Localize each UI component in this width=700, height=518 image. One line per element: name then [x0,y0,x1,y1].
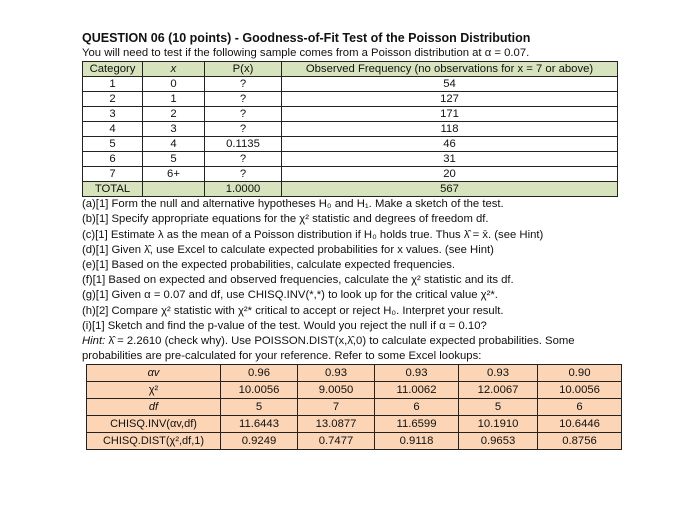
question-b: (b)[1] Specify appropriate equations for the χ² statistic and degrees of freedom df. [82,213,489,226]
cell-value: 6 [375,399,459,416]
cell-value: 0.7477 [298,433,375,450]
cell-observed: 171 [282,107,618,122]
cell-value: 6 [538,399,622,416]
cell-value: 0.9653 [459,433,538,450]
cell-category: 6 [83,152,143,167]
question-h: (h)[2] Compare χ² statistic with χ²* critical to accept or reject H₀. Interpret your result. [82,304,504,317]
cell-x: 4 [143,137,205,152]
total-label: TOTAL [83,182,143,197]
question-document [82,30,620,450]
table-row [83,77,618,92]
table-row [83,92,618,107]
cell-category: 5 [83,137,143,152]
cell-value: 0.96 [221,365,298,382]
cell-value: 0.90 [538,365,622,382]
total-px: 1.0000 [205,182,282,197]
cell-value: 11.6599 [375,416,459,433]
excel-lookup-table [86,364,622,450]
table-row [83,107,618,122]
cell-px: 0.1135 [205,137,282,152]
cell-observed: 54 [282,77,618,92]
cell-value: 10.6446 [538,416,622,433]
question-c: (c)[1] Estimate λ as the mean of a Poisson distribution if H₀ holds true. Thus λ̂ = x̄. (see Hint) [82,228,544,241]
cell-observed: 127 [282,92,618,107]
cell-x: 0 [143,77,205,92]
total-row [83,182,618,197]
cell-category: 3 [83,107,143,122]
header-category: Category [83,62,143,77]
cell-px: ? [205,122,282,137]
row-label: CHISQ.INV(αv,df) [87,416,221,433]
row-label: CHISQ.DIST(χ²,df,1) [87,433,221,450]
cell-value: 10.1910 [459,416,538,433]
cell-category: 7 [83,167,143,182]
cell-observed: 31 [282,152,618,167]
cell-x: 5 [143,152,205,167]
row-label: df [87,399,221,416]
table-row [87,433,622,450]
table-row [83,152,618,167]
question-a: (a)[1] Form the null and alternative hypotheses H₀ and H₁. Make a sketch of the test. [82,198,504,211]
cell-x: 1 [143,92,205,107]
cell-category: 4 [83,122,143,137]
cell-value: 0.93 [459,365,538,382]
question-title: QUESTION 06 (10 points) - Goodness-of-Fit Test of the Poisson Distribution [82,31,531,45]
header-x: x [143,62,205,77]
frequency-table [82,61,618,197]
cell-category: 1 [83,77,143,92]
cell-value: 0.9118 [375,433,459,450]
cell-category: 2 [83,92,143,107]
hint-line-2: probabilities are pre-calculated for your reference. Refer to some Excel lookups: [82,350,482,363]
question-e: (e)[1] Based on the expected probabilities, calculate expected frequencies. [82,259,456,272]
row-label: αv [87,365,221,382]
hint-line-1 [82,334,620,349]
question-g: (g)[1] Given α = 0.07 and df, use CHISQ.INV(*,*) to look up for the critical value χ²*. [82,289,498,302]
table-row [87,382,622,399]
table-row [87,416,622,433]
table-row [87,399,622,416]
cell-x: 6+ [143,167,205,182]
cell-px: ? [205,92,282,107]
table-row [87,365,622,382]
hint-label: Hint: [82,335,106,348]
cell-observed: 46 [282,137,618,152]
cell-value: 12.0067 [459,382,538,399]
cell-value: 0.9249 [221,433,298,450]
cell-value: 5 [459,399,538,416]
cell-value: 7 [298,399,375,416]
cell-value: 0.93 [375,365,459,382]
cell-px: ? [205,77,282,92]
cell-observed: 20 [282,167,618,182]
cell-value: 11.6443 [221,416,298,433]
question-list [82,197,620,334]
cell-value: 10.0056 [221,382,298,399]
question-intro: You will need to test if the following sample comes from a Poisson distribution at α = 0.07. [82,47,530,59]
cell-px: ? [205,152,282,167]
cell-value: 0.8756 [538,433,622,450]
total-observed: 567 [282,182,618,197]
cell-px: ? [205,167,282,182]
cell-value: 0.93 [298,365,375,382]
header-px: P(x) [205,62,282,77]
hint-text-1: λ̂ = 2.2610 (check why). Use POISSON.DIST(x,λ̂,0) to calculate expected probabilities. Some [105,335,575,348]
cell-value: 10.0056 [538,382,622,399]
header-observed-frequency: Observed Frequency (no observations for x = 7 or above) [282,62,618,77]
question-i: (i)[1] Sketch and find the p-value of the test. Would you reject the null if α = 0.10? [82,319,487,332]
cell-x: 2 [143,107,205,122]
cell-value: 5 [221,399,298,416]
table-row [83,122,618,137]
table-row [83,137,618,152]
cell-x: 3 [143,122,205,137]
cell-value: 11.0062 [375,382,459,399]
question-d: (d)[1] Given λ̂, use Excel to calculate expected probabilities for x values. (see Hint) [82,243,494,256]
cell-observed: 118 [282,122,618,137]
cell-px: ? [205,107,282,122]
table-row [83,167,618,182]
row-label: χ² [87,382,221,399]
frequency-table-header [83,62,618,77]
question-f: (f)[1] Based on expected and observed frequencies, calculate the χ² statistic and its df. [82,274,514,287]
cell-value: 13.0877 [298,416,375,433]
cell-value: 9.0050 [298,382,375,399]
total-x [143,182,205,197]
